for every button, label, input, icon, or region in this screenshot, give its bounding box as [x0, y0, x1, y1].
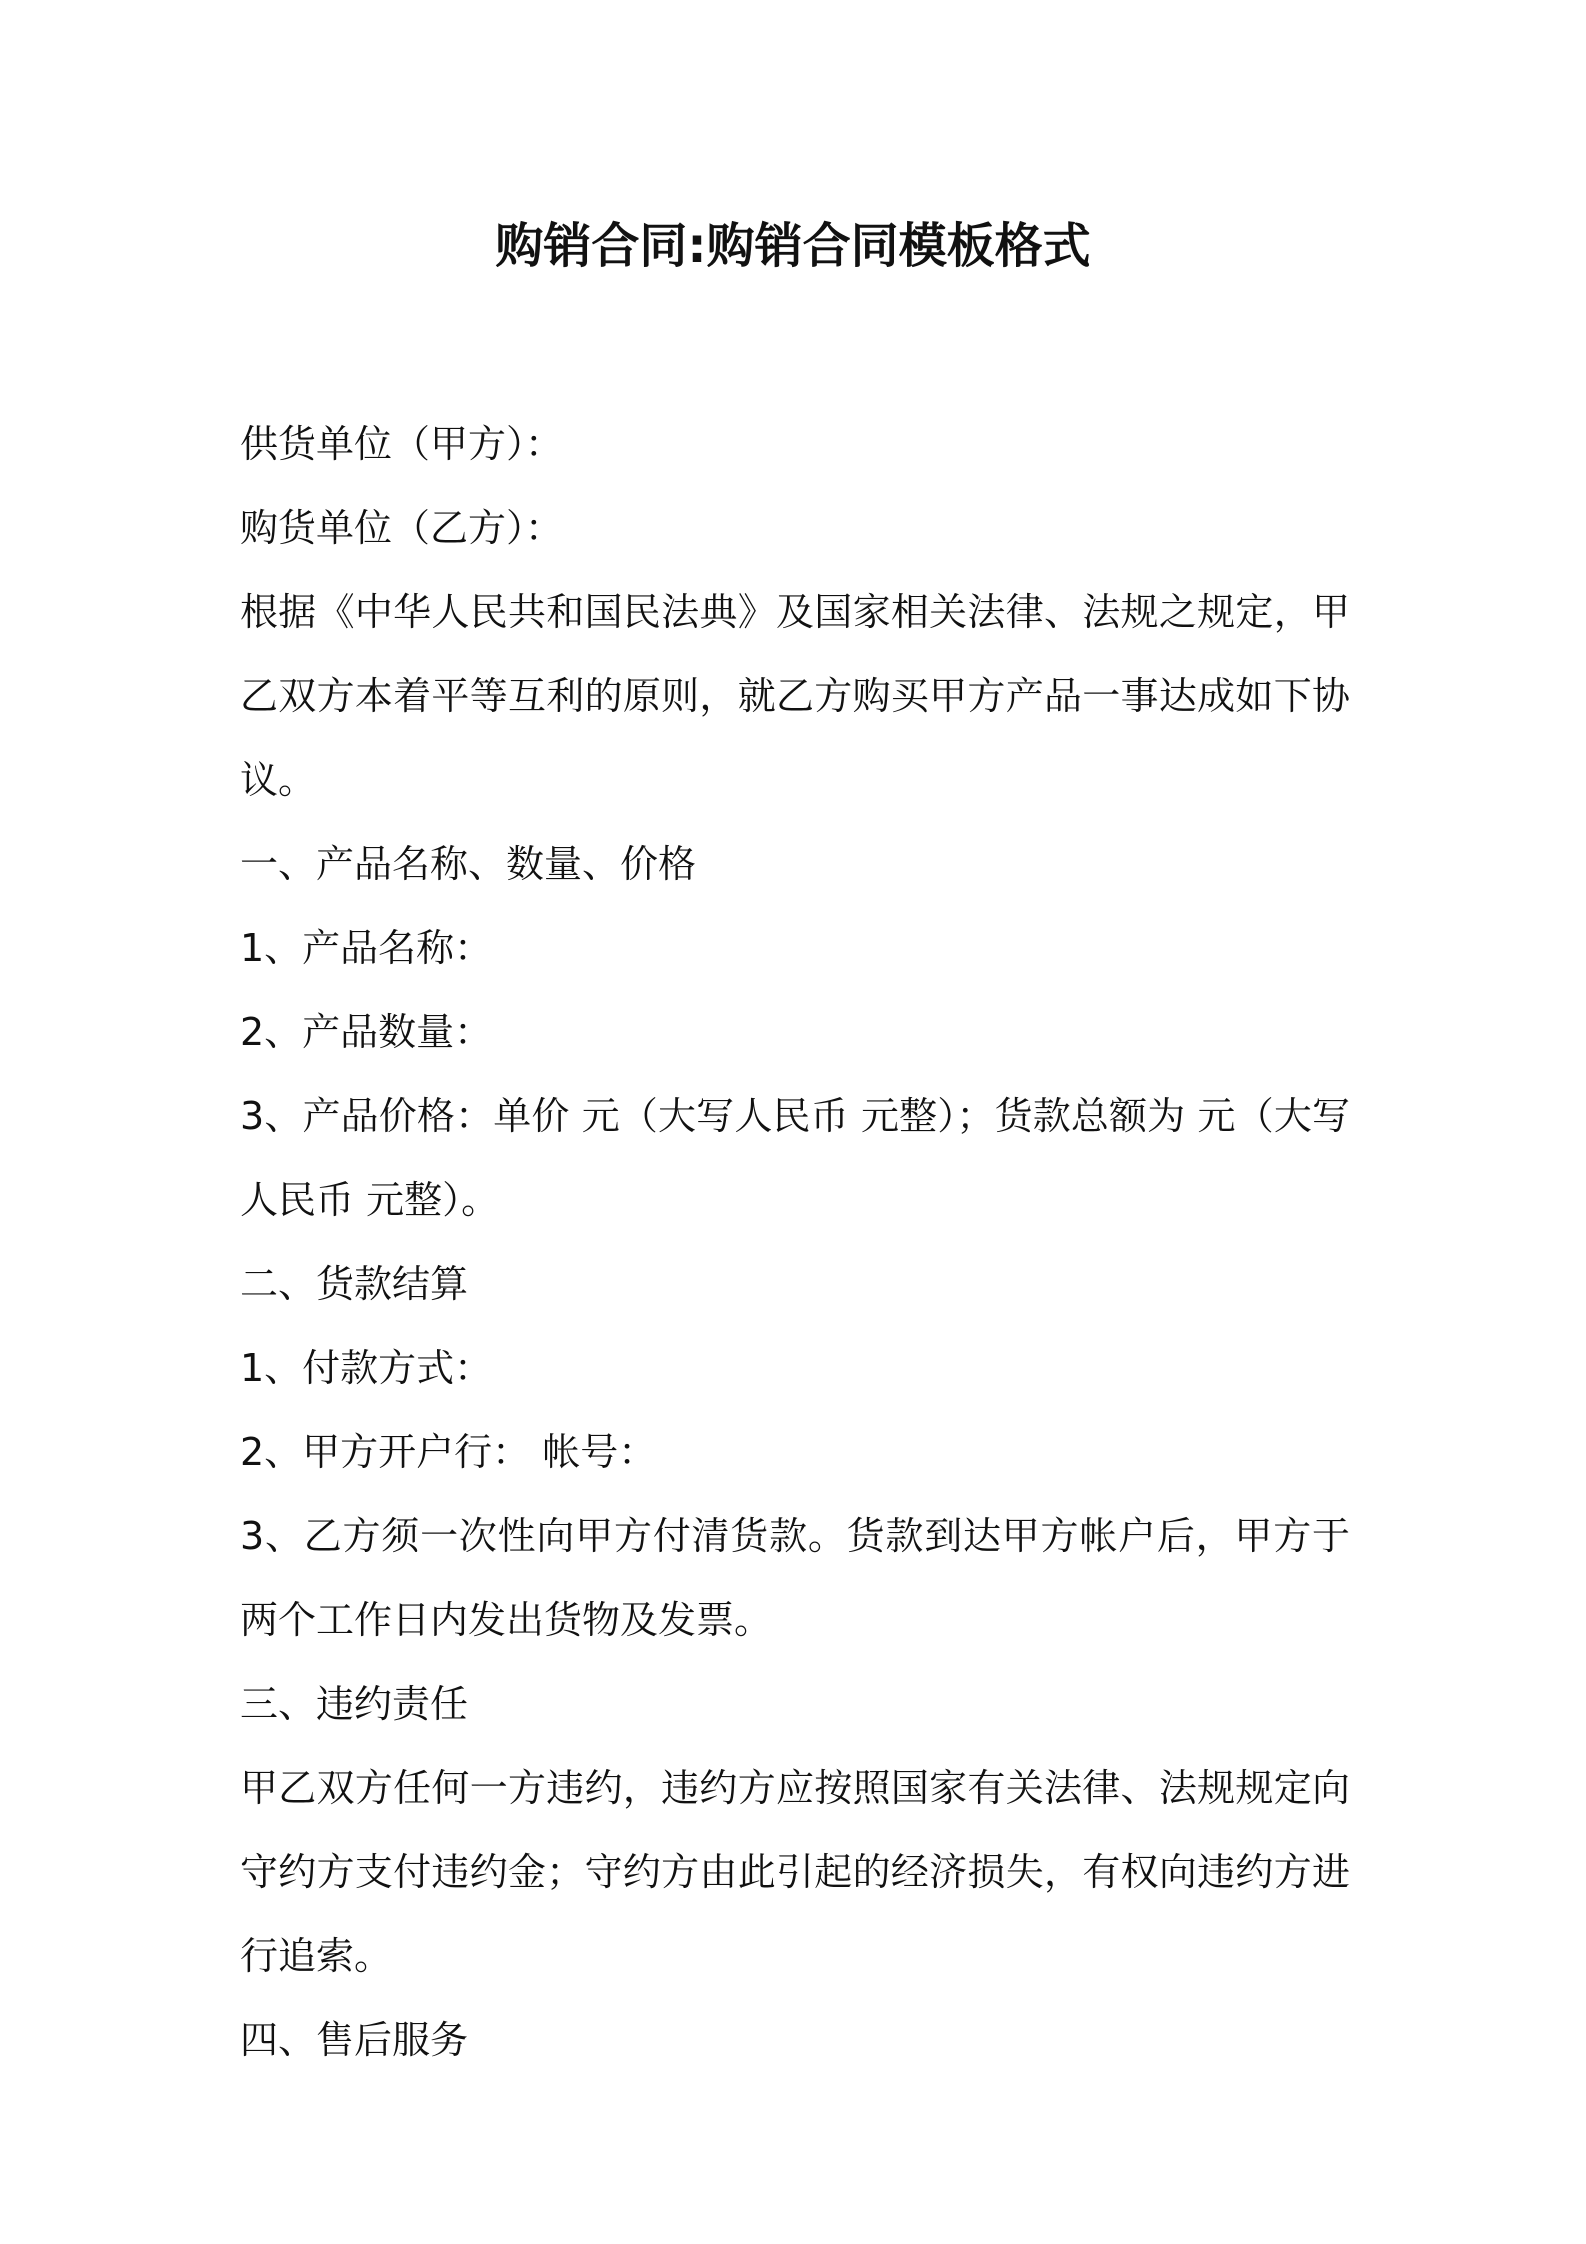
section-heading-4: 四、售后服务 — [240, 2018, 469, 2062]
clause-1-1: 1、产品名称： — [240, 926, 493, 970]
party-b-line: 购货单位（乙方）： — [240, 506, 564, 550]
section-heading-3: 三、违约责任 — [240, 1682, 469, 1726]
clause-3-body: 甲乙双方任何一方违约，违约方应按照国家有关法律、法规规定向守约方支付违约金；守约方由此引起的经济损失，有权向违约方进行追索。 — [240, 1766, 1350, 1978]
clause-2-1: 1、付款方式： — [240, 1346, 493, 1390]
preamble-paragraph: 根据《中华人民共和国民法典》及国家相关法律、法规之规定，甲乙双方本着平等互利的原则，就乙方购买甲方产品一事达成如下协议。 — [240, 590, 1350, 802]
section-heading-2: 二、货款结算 — [240, 1262, 469, 1306]
clause-1-2: 2、产品数量： — [240, 1010, 493, 1054]
document-title: 购销合同:购销合同模板格式 — [495, 218, 1091, 274]
clause-2-2: 2、甲方开户行： 帐号： — [240, 1430, 657, 1474]
clause-1-3: 3、产品价格：单价 元（大写人民币 元整）；货款总额为 元（大写人民币 元整）。 — [240, 1094, 1350, 1222]
section-heading-1: 一、产品名称、数量、价格 — [240, 842, 697, 886]
clause-2-3: 3、乙方须一次性向甲方付清货款。货款到达甲方帐户后，甲方于两个工作日内发出货物及发票。 — [240, 1514, 1350, 1642]
document-body — [240, 402, 1350, 2082]
party-a-line: 供货单位（甲方）： — [240, 422, 564, 466]
